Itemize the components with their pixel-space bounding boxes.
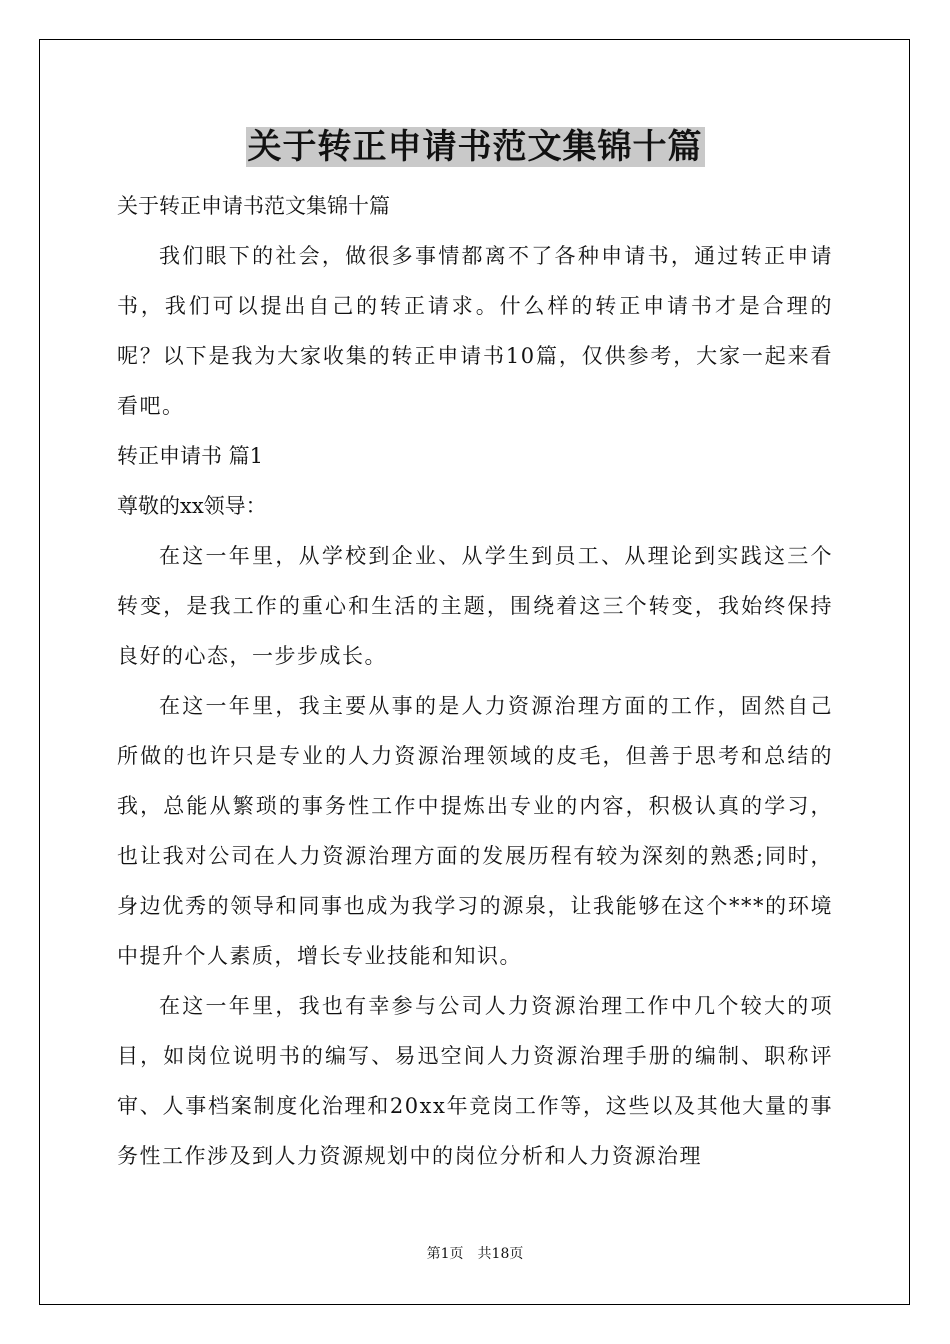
page-footer: 第1页 共18页 [426,1246,524,1262]
section-heading: 转正申请书 篇1 [117,444,264,468]
intro-paragraph: 我们眼下的社会，做很多事情都离不了各种申请书，通过转正申请书，我们可以提出自己的转正请求。什么样的转正申请书才是合理的呢？以下是我为大家收集的转正申请书10篇，仅供参考，大家一起来看看吧。 [117,244,833,418]
salutation: 尊敬的xx领导： [117,494,267,518]
document-body [117,181,833,1181]
body-paragraph-1: 在这一年里，从学校到企业、从学生到员工、从理论到实践这三个转变，是我工作的重心和生活的主题，围绕着这三个转变，我始终保持良好的心态，一步步成长。 [117,544,833,668]
body-paragraph-2: 在这一年里，我主要从事的是人力资源治理方面的工作，固然自己所做的也许只是专业的人力资源治理领域的皮毛，但善于思考和总结的我，总能从繁琐的事务性工作中提炼出专业的内容，积极认真的学习，也让我对公司在人力资源治理方面的发展历程有较为深刻的熟悉;同时，身边优秀的领导和同事也成为我学习的源泉，让我能够在这个***的环境中提升个人素质，增长专业技能和知识。 [117,694,833,968]
document-title-wrap [0,124,950,170]
body-paragraph-3: 在这一年里，我也有幸参与公司人力资源治理工作中几个较大的项目，如岗位说明书的编写、易迅空间人力资源治理手册的编制、职称评审、人事档案制度化治理和20xx年竞岗工作等，这些以及其他大量的事务性工作涉及到人力资源规划中的岗位分析和人力资源治理 [117,994,833,1168]
document-subtitle: 关于转正申请书范文集锦十篇 [117,194,390,218]
document-title: 关于转正申请书范文集锦十篇 [247,127,703,167]
